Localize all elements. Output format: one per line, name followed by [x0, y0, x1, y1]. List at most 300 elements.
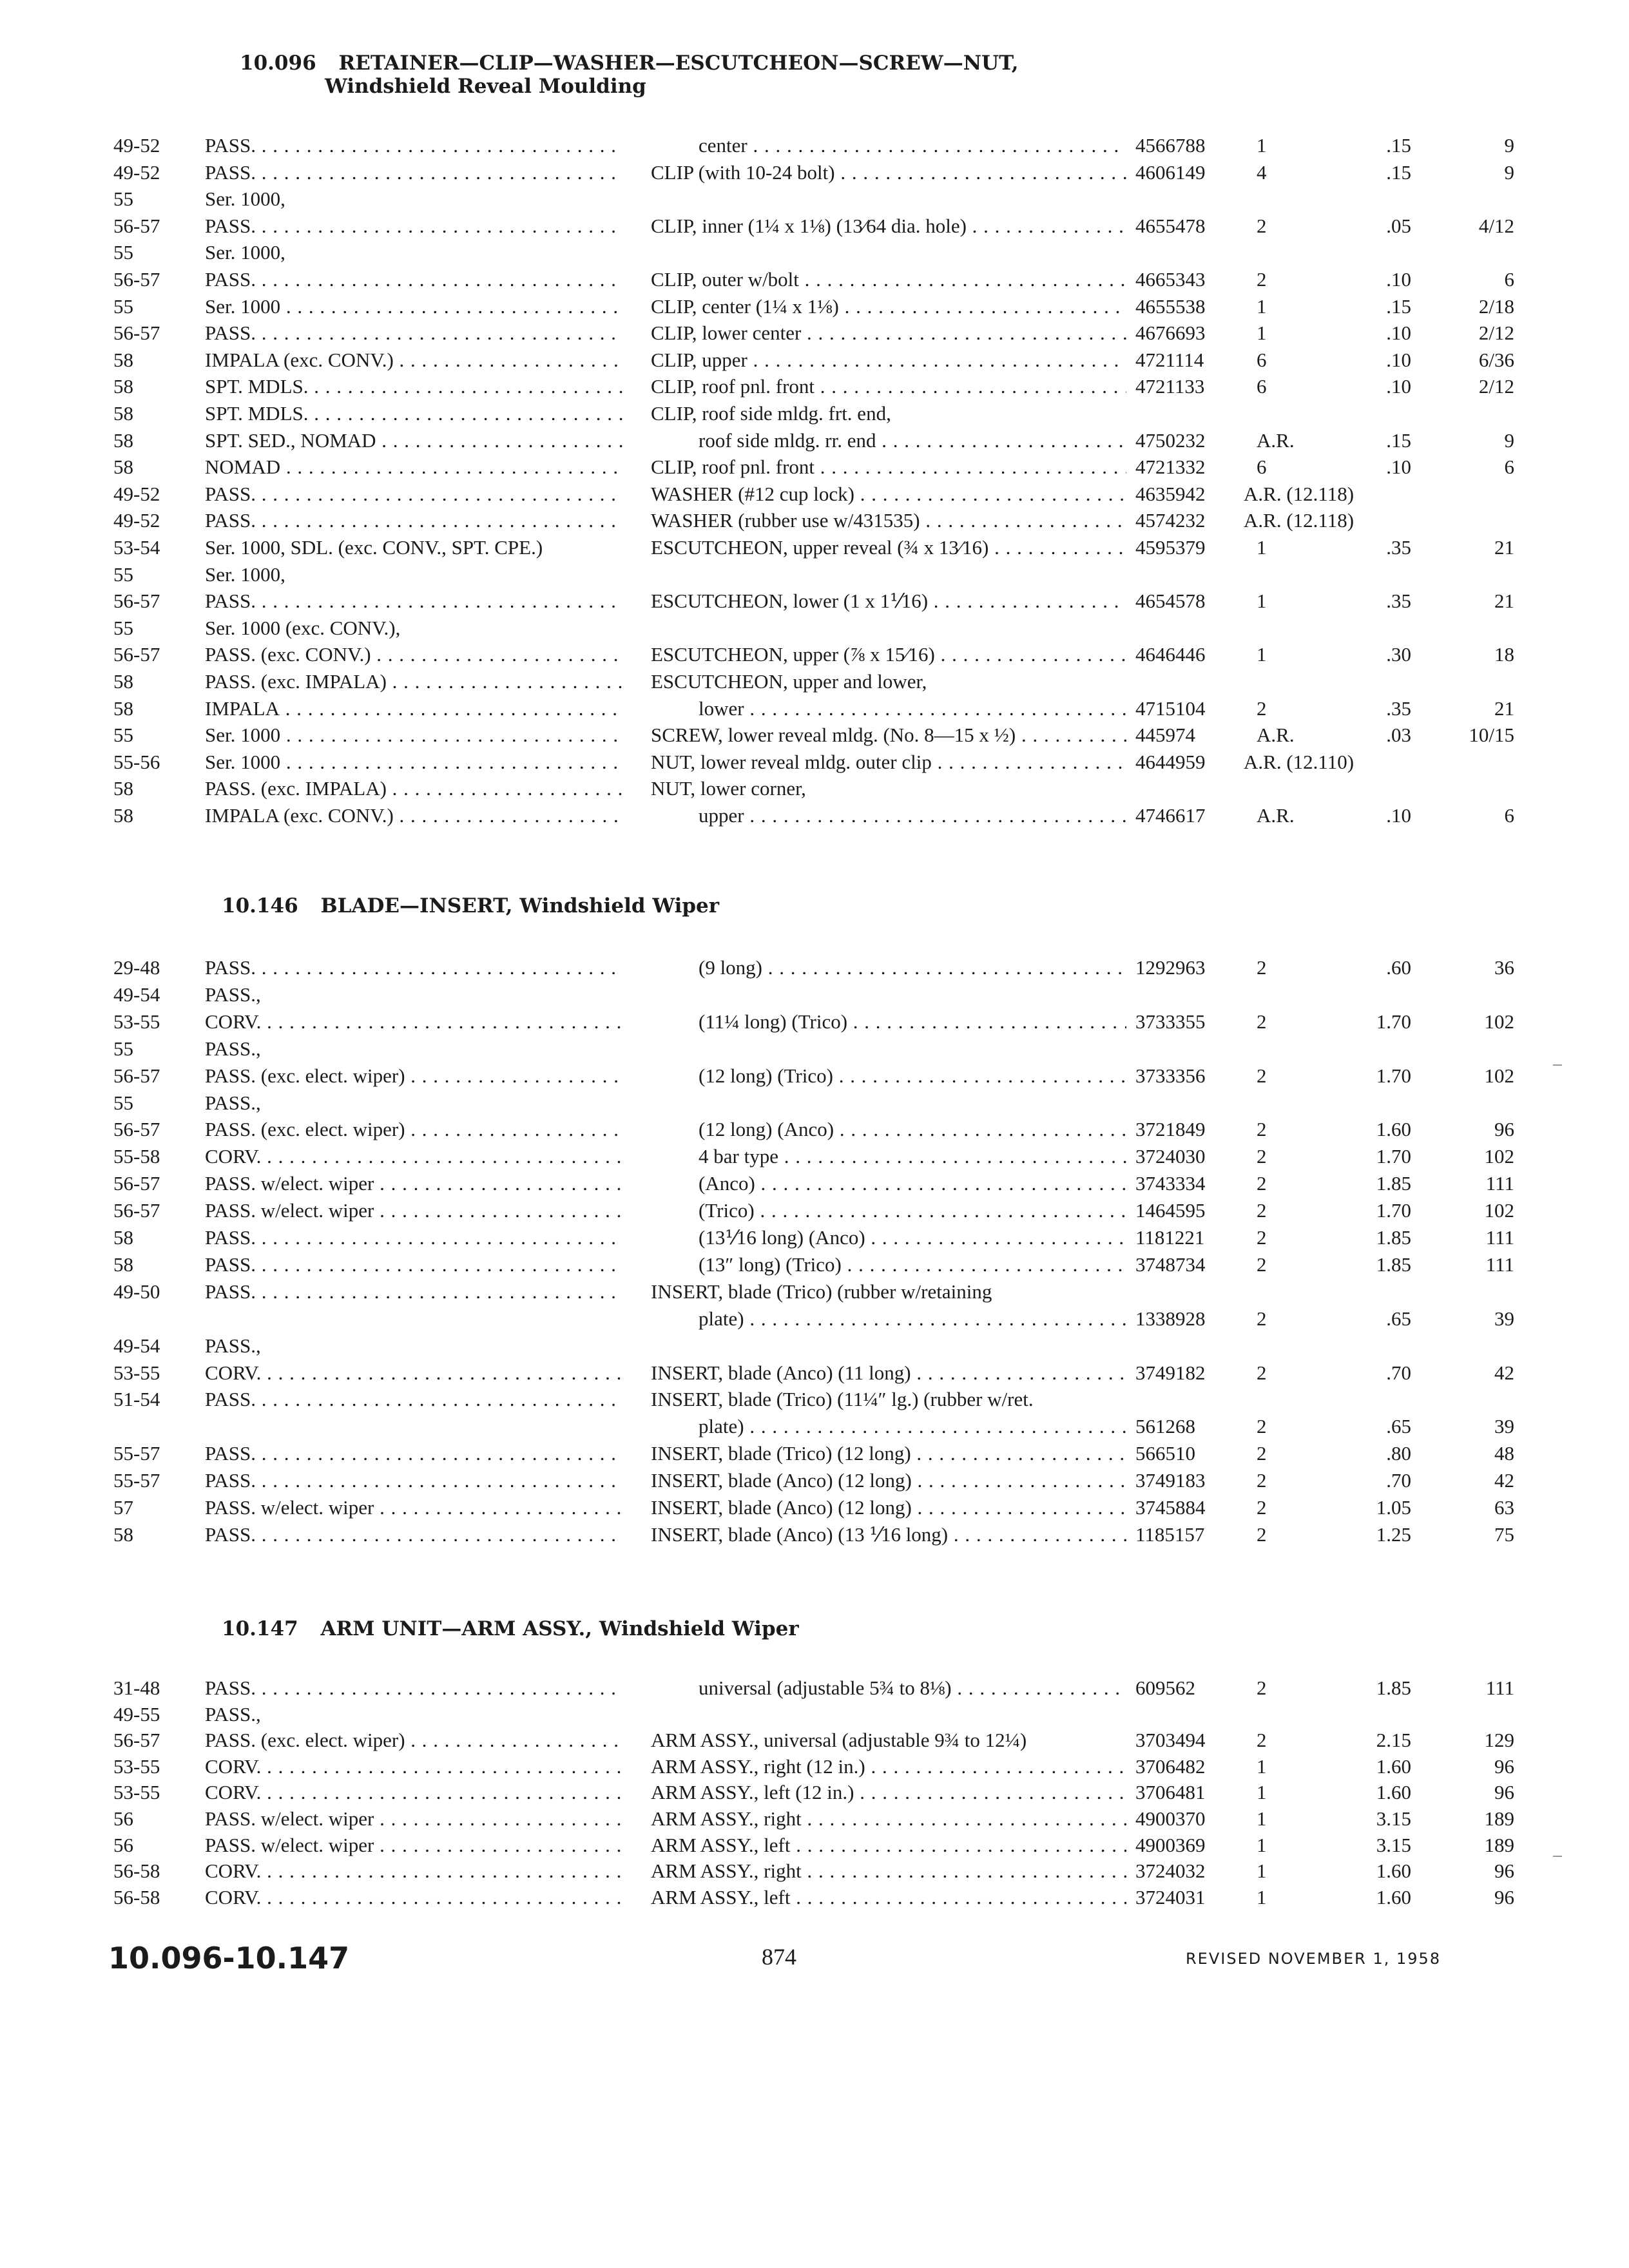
- model-years: 58: [113, 402, 133, 425]
- quantity: 1: [1257, 1754, 1267, 1778]
- unit-price: .15: [1386, 134, 1411, 157]
- table-row: [0, 803, 1629, 829]
- application: CORV. . . .: [205, 1754, 622, 1780]
- part-description: CLIP (with 10-24 bolt) . . .: [651, 160, 1126, 186]
- table-row: [0, 401, 1629, 427]
- list-price: 2/18: [1478, 294, 1514, 318]
- part-description: (Trico) . . .: [699, 1198, 1126, 1224]
- application: Ser. 1000,: [205, 187, 285, 211]
- application: PASS. . . .: [205, 508, 622, 533]
- table-row: [0, 267, 1629, 293]
- table-row: [0, 749, 1629, 775]
- list-price: 102: [1484, 1145, 1514, 1168]
- unit-price: .10: [1386, 804, 1411, 827]
- list-price: 6: [1504, 268, 1514, 291]
- unit-price: .60: [1386, 956, 1411, 979]
- list-price: 9: [1504, 428, 1514, 452]
- model-years: 56-57: [113, 214, 160, 237]
- section-header-10-146: [222, 894, 719, 918]
- quantity: 2: [1257, 1145, 1267, 1168]
- table-row: [0, 562, 1629, 588]
- unit-price: .10: [1386, 348, 1411, 371]
- part-number: 4655538: [1135, 294, 1206, 318]
- application: PASS. . . .: [205, 133, 622, 159]
- part-description: CLIP, upper . . .: [651, 347, 1126, 373]
- application: PASS. . . .: [205, 1252, 622, 1278]
- part-description: (12 long) (Trico) . . .: [699, 1063, 1126, 1089]
- part-number: 3749183: [1135, 1469, 1206, 1492]
- model-years: 49-50: [113, 1280, 160, 1303]
- quantity: 1: [1257, 590, 1267, 613]
- model-years: 56-57: [113, 590, 160, 613]
- application: PASS. . . .: [205, 267, 622, 293]
- table-row: [0, 1360, 1629, 1386]
- quantity: A.R.: [1257, 804, 1295, 827]
- section-title: ARM UNIT—ARM ASSY.,: [320, 1617, 593, 1640]
- model-years: 55: [113, 294, 133, 318]
- application: SPT. SED., NOMAD . . .: [205, 428, 622, 454]
- section-subtitle: Windshield Wiper: [599, 1617, 799, 1640]
- part-number: 3743334: [1135, 1172, 1206, 1195]
- quantity: 4: [1257, 160, 1267, 184]
- part-number: 3749182: [1135, 1361, 1206, 1384]
- table-row: [0, 374, 1629, 399]
- part-description: ARM ASSY., left (12 in.) . . .: [651, 1780, 1126, 1805]
- unit-price: .35: [1386, 697, 1411, 720]
- application: PASS. . . .: [205, 1468, 622, 1494]
- part-description: ARM ASSY., right . . .: [651, 1858, 1126, 1884]
- list-price: 75: [1494, 1523, 1514, 1546]
- quantity: 1: [1257, 1885, 1267, 1908]
- margin-mark: [1553, 1064, 1562, 1066]
- part-description: CLIP, outer w/bolt . . .: [651, 267, 1126, 293]
- quantity: 2: [1257, 1010, 1267, 1033]
- part-description: NUT, lower reveal mldg. outer clip . . .: [651, 749, 1126, 775]
- quantity: A.R. (12.118): [1244, 482, 1354, 505]
- quantity: 2: [1257, 956, 1267, 979]
- section-code: 10.147: [222, 1617, 298, 1640]
- part-number: 4721332: [1135, 456, 1206, 479]
- application: PASS.,: [205, 1091, 261, 1114]
- unit-price: .35: [1386, 536, 1411, 559]
- application: PASS. . . .: [205, 1279, 622, 1305]
- part-number: 4665343: [1135, 268, 1206, 291]
- table-row: [0, 642, 1629, 668]
- quantity: 2: [1257, 1064, 1267, 1087]
- model-years: 56-57: [113, 268, 160, 291]
- unit-price: 2.15: [1376, 1729, 1411, 1752]
- model-years: 51-54: [113, 1388, 160, 1411]
- quantity: 2: [1257, 1469, 1267, 1492]
- section-code: 10.146: [222, 894, 298, 918]
- table-row: [0, 186, 1629, 212]
- part-number: 1292963: [1135, 956, 1206, 979]
- model-years: 55-57: [113, 1442, 160, 1465]
- list-price: 111: [1485, 1226, 1514, 1249]
- unit-price: 1.70: [1376, 1010, 1411, 1033]
- part-description: ARM ASSY., universal (adjustable 9¾ to 12¼): [651, 1729, 1027, 1752]
- list-price: 2/12: [1478, 375, 1514, 398]
- part-number: 3733356: [1135, 1064, 1206, 1087]
- table-row: [0, 481, 1629, 507]
- quantity: 1: [1257, 134, 1267, 157]
- list-price: 96: [1494, 1781, 1514, 1804]
- model-years: 49-54: [113, 1334, 160, 1357]
- application: PASS. . . .: [205, 1225, 622, 1251]
- quantity: 6: [1257, 348, 1267, 371]
- model-years: 56-58: [113, 1885, 160, 1908]
- part-description: ESCUTCHEON, upper (⅞ x 15⁄16) . . .: [651, 642, 1126, 668]
- model-years: 55: [113, 241, 133, 264]
- quantity: 2: [1257, 1118, 1267, 1141]
- footer-section-range: 10.096-10.147: [108, 1941, 350, 1975]
- table-row: [0, 1414, 1629, 1439]
- table-row: [0, 535, 1629, 561]
- table-row: [0, 1009, 1629, 1035]
- part-description: CLIP, roof pnl. front . . .: [651, 374, 1126, 399]
- quantity: 1: [1257, 1807, 1267, 1830]
- application: PASS.,: [205, 983, 261, 1006]
- part-number: 566510: [1135, 1442, 1195, 1465]
- application: IMPALA (exc. CONV.) . . .: [205, 803, 622, 829]
- table-row: [0, 1780, 1629, 1805]
- part-description: INSERT, blade (Anco) (12 long) . . .: [651, 1468, 1126, 1494]
- application: CORV. . . .: [205, 1144, 622, 1169]
- list-price: 111: [1485, 1253, 1514, 1276]
- unit-price: .70: [1386, 1469, 1411, 1492]
- quantity: A.R. (12.118): [1244, 509, 1354, 532]
- table-row: [0, 955, 1629, 981]
- part-description: CLIP, roof side mldg. frt. end,: [651, 402, 891, 425]
- application: PASS. . . .: [205, 320, 622, 346]
- table-row: [0, 294, 1629, 320]
- quantity: 1: [1257, 1781, 1267, 1804]
- part-description: roof side mldg. rr. end . . .: [699, 428, 1126, 454]
- model-years: 58: [113, 697, 133, 720]
- model-years: 55-56: [113, 750, 160, 773]
- quantity: 1: [1257, 536, 1267, 559]
- part-description: plate) . . .: [699, 1306, 1126, 1332]
- quantity: 2: [1257, 1523, 1267, 1546]
- table-row: [0, 240, 1629, 265]
- footer-revised-date: REVISED NOVEMBER 1, 1958: [1186, 1950, 1441, 1968]
- table-row: [0, 1252, 1629, 1278]
- application: NOMAD . . .: [205, 454, 622, 480]
- table-row: [0, 1468, 1629, 1494]
- unit-price: 1.60: [1376, 1118, 1411, 1141]
- application: PASS. w/elect. wiper . . .: [205, 1171, 622, 1196]
- model-years: 55: [113, 562, 133, 586]
- table-row: [0, 588, 1629, 614]
- part-number: 4715104: [1135, 697, 1206, 720]
- application: CORV. . . .: [205, 1360, 622, 1386]
- list-price: 6: [1504, 804, 1514, 827]
- unit-price: 1.85: [1376, 1677, 1411, 1699]
- application: PASS. (exc. IMPALA) . . .: [205, 776, 622, 802]
- table-row: [0, 1198, 1629, 1224]
- table-row: [0, 1806, 1629, 1832]
- list-price: 39: [1494, 1307, 1514, 1330]
- part-description: (11¼ long) (Trico) . . .: [699, 1009, 1126, 1035]
- quantity: A.R.: [1257, 724, 1295, 747]
- model-years: 57: [113, 1496, 133, 1519]
- model-years: 49-52: [113, 134, 160, 157]
- table-row: [0, 1225, 1629, 1251]
- application: PASS. w/elect. wiper . . .: [205, 1198, 622, 1224]
- part-description: INSERT, blade (Anco) (11 long) . . .: [651, 1360, 1126, 1386]
- model-years: 49-54: [113, 983, 160, 1006]
- list-price: 36: [1494, 956, 1514, 979]
- table-row: [0, 347, 1629, 373]
- table-row: [0, 1144, 1629, 1169]
- list-price: 102: [1484, 1010, 1514, 1033]
- unit-price: .80: [1386, 1442, 1411, 1465]
- part-description: ARM ASSY., left . . .: [651, 1885, 1126, 1910]
- model-years: 31-48: [113, 1677, 160, 1699]
- unit-price: .30: [1386, 643, 1411, 666]
- model-years: 56-57: [113, 1172, 160, 1195]
- application: PASS. . . .: [205, 955, 622, 981]
- part-number: 4676693: [1135, 322, 1206, 345]
- application: PASS. . . .: [205, 213, 622, 239]
- table-row: [0, 1441, 1629, 1466]
- list-price: 111: [1485, 1677, 1514, 1699]
- table-row: [0, 454, 1629, 480]
- list-price: 39: [1494, 1415, 1514, 1438]
- list-price: 102: [1484, 1064, 1514, 1087]
- part-description: (13″ long) (Trico) . . .: [699, 1252, 1126, 1278]
- list-price: 189: [1484, 1807, 1514, 1830]
- unit-price: 3.15: [1376, 1807, 1411, 1830]
- application: PASS.,: [205, 1037, 261, 1060]
- unit-price: .10: [1386, 375, 1411, 398]
- part-number: 3721849: [1135, 1118, 1206, 1141]
- list-price: 9: [1504, 160, 1514, 184]
- application: PASS. (exc. CONV.) . . .: [205, 642, 622, 668]
- footer-page-number: 874: [762, 1944, 796, 1970]
- part-number: 3748734: [1135, 1253, 1206, 1276]
- part-description: INSERT, blade (Trico) (rubber w/retaining: [651, 1280, 992, 1303]
- unit-price: 3.15: [1376, 1833, 1411, 1856]
- unit-price: 1.05: [1376, 1496, 1411, 1519]
- part-number: 3703494: [1135, 1729, 1206, 1752]
- list-price: 96: [1494, 1885, 1514, 1908]
- part-description: (13⅟16 long) (Anco) . . .: [699, 1225, 1126, 1251]
- model-years: 58: [113, 804, 133, 827]
- part-description: (9 long) . . .: [699, 955, 1126, 981]
- quantity: 2: [1257, 1729, 1267, 1752]
- model-years: 49-52: [113, 509, 160, 532]
- application: PASS. . . .: [205, 481, 622, 507]
- unit-price: 1.85: [1376, 1253, 1411, 1276]
- unit-price: 1.60: [1376, 1754, 1411, 1778]
- model-years: 58: [113, 670, 133, 693]
- part-number: 4721133: [1135, 375, 1205, 398]
- list-price: 6: [1504, 456, 1514, 479]
- part-number: 4900370: [1135, 1807, 1206, 1830]
- quantity: 1: [1257, 294, 1267, 318]
- application: Ser. 1000,: [205, 562, 285, 586]
- model-years: 58: [113, 1226, 133, 1249]
- application: CORV. . . .: [205, 1858, 622, 1884]
- table-row: [0, 669, 1629, 695]
- application: PASS. . . .: [205, 160, 622, 186]
- part-number: 4750232: [1135, 428, 1206, 452]
- part-number: 3706481: [1135, 1781, 1206, 1804]
- part-description: 4 bar type . . .: [699, 1144, 1126, 1169]
- margin-mark: [1553, 1856, 1562, 1857]
- table-row: [0, 1885, 1629, 1910]
- unit-price: 1.85: [1376, 1172, 1411, 1195]
- part-description: lower . . .: [699, 696, 1126, 722]
- model-years: 58: [113, 428, 133, 452]
- model-years: 56: [113, 1807, 133, 1830]
- quantity: 2: [1257, 1361, 1267, 1384]
- part-number: 4654578: [1135, 590, 1206, 613]
- part-description: WASHER (rubber use w/431535) . . .: [651, 508, 1126, 533]
- quantity: 1: [1257, 1833, 1267, 1856]
- quantity: A.R. (12.110): [1244, 750, 1354, 773]
- application: Ser. 1000 . . .: [205, 722, 622, 748]
- table-row: [0, 722, 1629, 748]
- model-years: 58: [113, 456, 133, 479]
- model-years: 55-58: [113, 1145, 160, 1168]
- application: SPT. MDLS. . . .: [205, 374, 622, 399]
- list-price: 18: [1494, 643, 1514, 666]
- unit-price: .65: [1386, 1307, 1411, 1330]
- unit-price: 1.25: [1376, 1523, 1411, 1546]
- model-years: 55: [113, 1037, 133, 1060]
- model-years: 55: [113, 187, 133, 211]
- part-description: ESCUTCHEON, upper reveal (¾ x 13⁄16) . . .: [651, 535, 1126, 561]
- part-number: 4595379: [1135, 536, 1206, 559]
- unit-price: .10: [1386, 268, 1411, 291]
- part-number: 4566788: [1135, 134, 1206, 157]
- list-price: 96: [1494, 1118, 1514, 1141]
- model-years: 53-54: [113, 536, 160, 559]
- part-description: CLIP, center (1¼ x 1⅛) . . .: [651, 294, 1126, 320]
- quantity: 2: [1257, 214, 1267, 237]
- model-years: 49-52: [113, 160, 160, 184]
- unit-price: 1.60: [1376, 1860, 1411, 1883]
- part-description: SCREW, lower reveal mldg. (No. 8—15 x ½) . . .: [651, 722, 1126, 748]
- application: Ser. 1000, SDL. (exc. CONV., SPT. CPE.): [205, 536, 543, 559]
- part-number: 4644959: [1135, 750, 1206, 773]
- table-row: [0, 508, 1629, 533]
- model-years: 56-57: [113, 322, 160, 345]
- table-row: [0, 982, 1629, 1008]
- quantity: 2: [1257, 1496, 1267, 1519]
- quantity: 1: [1257, 322, 1267, 345]
- table-row: [0, 1832, 1629, 1858]
- list-price: 96: [1494, 1860, 1514, 1883]
- unit-price: 1.60: [1376, 1781, 1411, 1804]
- unit-price: .70: [1386, 1361, 1411, 1384]
- part-description: INSERT, blade (Anco) (12 long) . . .: [651, 1495, 1126, 1521]
- table-row: [0, 1495, 1629, 1521]
- quantity: 2: [1257, 1307, 1267, 1330]
- application: Ser. 1000 (exc. CONV.),: [205, 616, 401, 639]
- part-number: 3745884: [1135, 1496, 1206, 1519]
- application: PASS.,: [205, 1334, 261, 1357]
- part-number: 3733355: [1135, 1010, 1206, 1033]
- part-description: INSERT, blade (Trico) (11¼″ lg.) (rubber w/ret.: [651, 1388, 1034, 1411]
- part-description: CLIP, inner (1¼ x 1⅛) (13⁄64 dia. hole) . . .: [651, 213, 1126, 239]
- application: PASS. . . .: [205, 588, 622, 614]
- table-row: [0, 1117, 1629, 1142]
- part-description: CLIP, lower center . . .: [651, 320, 1126, 346]
- model-years: 56-57: [113, 1199, 160, 1222]
- part-number: 4655478: [1135, 214, 1206, 237]
- table-row: [0, 1279, 1629, 1305]
- table-row: [0, 160, 1629, 186]
- list-price: 48: [1494, 1442, 1514, 1465]
- unit-price: 1.70: [1376, 1199, 1411, 1222]
- part-description: INSERT, blade (Trico) (12 long) . . .: [651, 1441, 1126, 1466]
- model-years: 53-55: [113, 1754, 160, 1778]
- application: PASS. (exc. elect. wiper) . . .: [205, 1063, 622, 1089]
- model-years: 56-57: [113, 1729, 160, 1752]
- list-price: 189: [1484, 1833, 1514, 1856]
- table-row: [0, 1727, 1629, 1753]
- quantity: 6: [1257, 456, 1267, 479]
- table-row: [0, 1675, 1629, 1701]
- table-row: [0, 320, 1629, 346]
- list-price: 6/36: [1478, 348, 1514, 371]
- table-row: [0, 615, 1629, 641]
- part-number: 445974: [1135, 724, 1195, 747]
- part-number: 4721114: [1135, 348, 1204, 371]
- table-row: [0, 213, 1629, 239]
- part-number: 4900369: [1135, 1833, 1206, 1856]
- part-description: ARM ASSY., right (12 in.) . . .: [651, 1754, 1126, 1780]
- model-years: 58: [113, 348, 133, 371]
- part-description: center . . .: [699, 133, 1126, 159]
- model-years: 58: [113, 375, 133, 398]
- table-row: [0, 1333, 1629, 1359]
- application: PASS. . . .: [205, 1522, 622, 1548]
- model-years: 55: [113, 1091, 133, 1114]
- application: PASS. . . .: [205, 1675, 622, 1701]
- table-row: [0, 1306, 1629, 1332]
- list-price: 21: [1494, 590, 1514, 613]
- unit-price: .10: [1386, 322, 1411, 345]
- part-number: 3724030: [1135, 1145, 1206, 1168]
- application: IMPALA (exc. CONV.) . . .: [205, 347, 622, 373]
- application: CORV. . . .: [205, 1780, 622, 1805]
- table-row: [0, 1036, 1629, 1062]
- list-price: 9: [1504, 134, 1514, 157]
- section-header-10-096: [240, 52, 1019, 98]
- application: PASS. (exc. elect. wiper) . . .: [205, 1727, 622, 1753]
- unit-price: .03: [1386, 724, 1411, 747]
- table-row: [0, 1171, 1629, 1196]
- part-description: ARM ASSY., left . . .: [651, 1832, 1126, 1858]
- model-years: 58: [113, 1523, 133, 1546]
- unit-price: .15: [1386, 294, 1411, 318]
- part-number: 4646446: [1135, 643, 1206, 666]
- part-number: 1185157: [1135, 1523, 1205, 1546]
- list-price: 63: [1494, 1496, 1514, 1519]
- quantity: 2: [1257, 1253, 1267, 1276]
- list-price: 4/12: [1478, 214, 1514, 237]
- list-price: 42: [1494, 1361, 1514, 1384]
- table-row: [0, 1387, 1629, 1412]
- application: PASS. (exc. IMPALA) . . .: [205, 669, 622, 695]
- section-subtitle: Windshield Wiper: [519, 894, 720, 918]
- list-price: 129: [1484, 1729, 1514, 1752]
- part-description: (12 long) (Anco) . . .: [699, 1117, 1126, 1142]
